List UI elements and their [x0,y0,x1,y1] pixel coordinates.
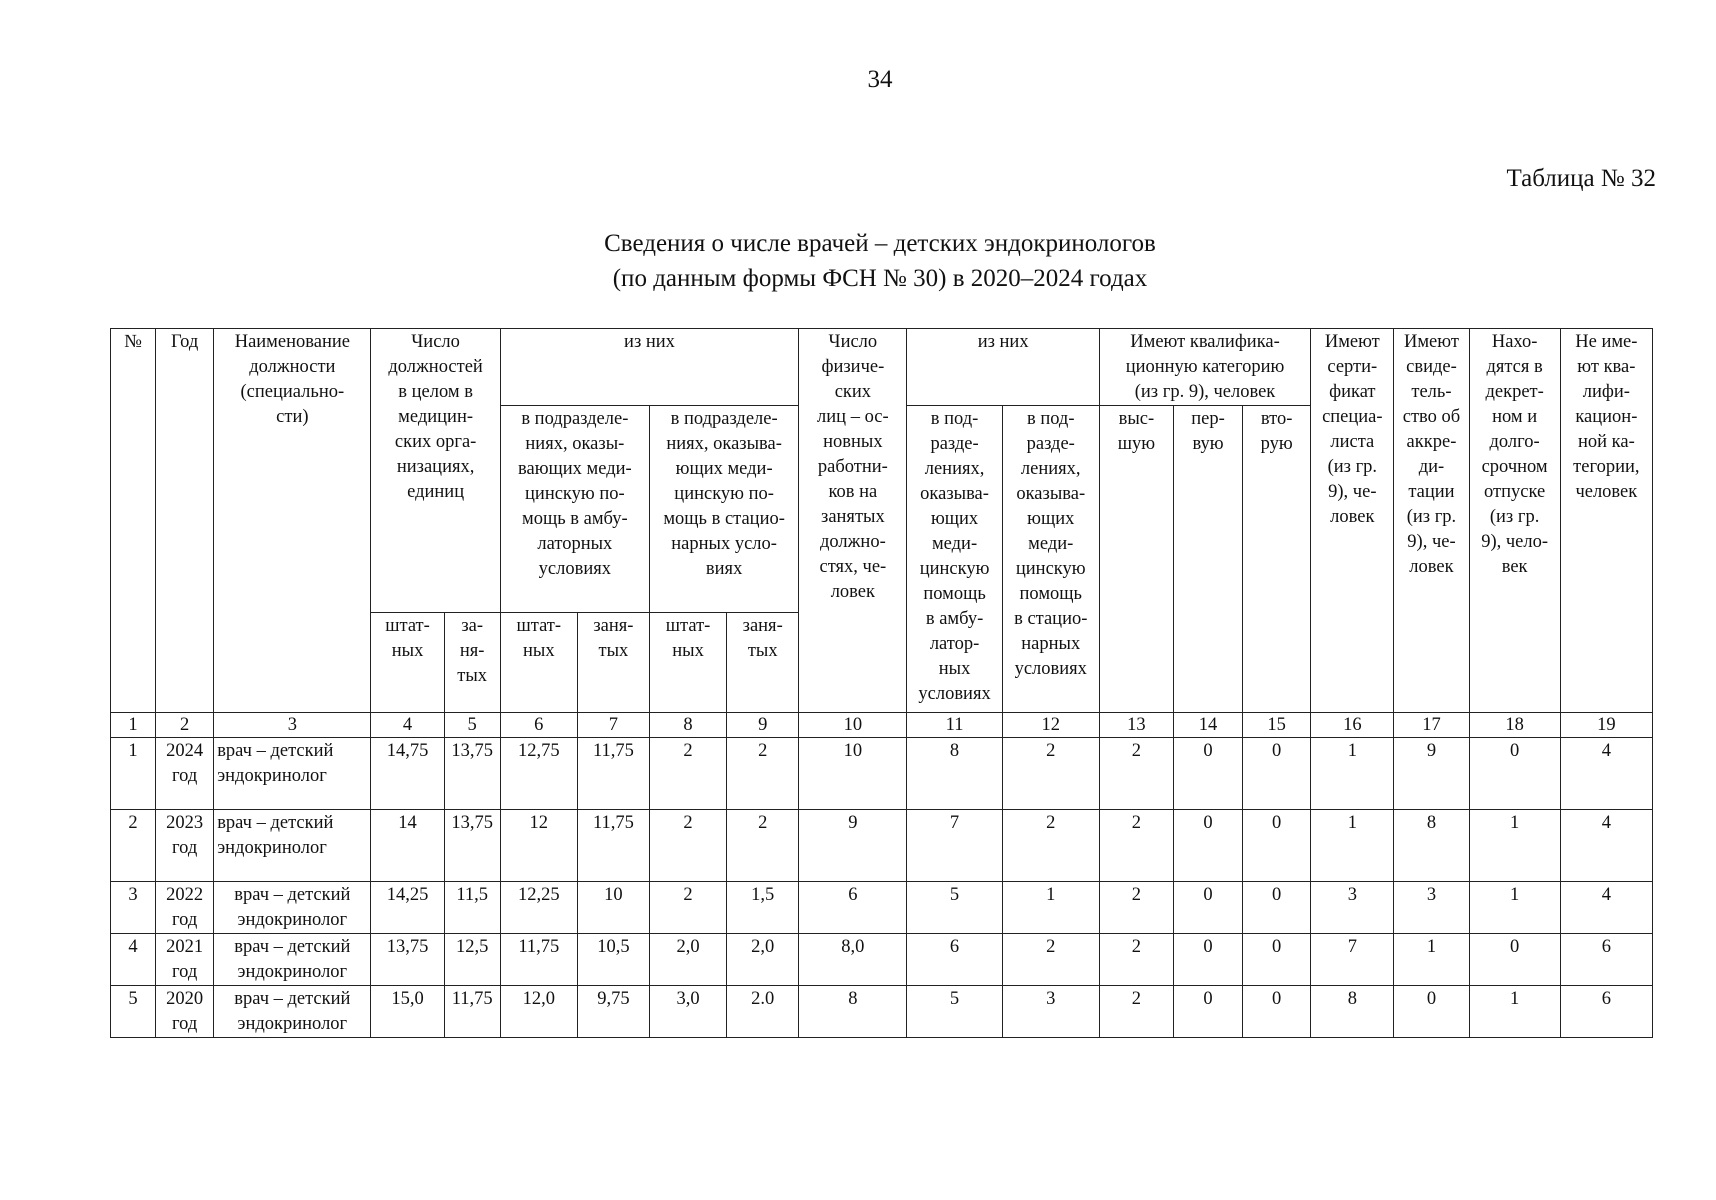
cell: 14,75 [371,738,444,810]
cell: 11,75 [577,738,649,810]
row-number: 1 [111,738,156,810]
title-line-2: (по данным формы ФСН № 30) в 2020–2024 годах [612,265,1148,292]
row-position: врач – детский эндокринолог [214,810,371,882]
doctors-table [110,328,1653,1038]
cell: 13,75 [444,738,500,810]
cell: 0 [1243,986,1311,1038]
row-number: 2 [111,810,156,882]
cell: 12 [500,810,577,882]
cell: 0 [1243,882,1311,934]
cell: 8 [1394,810,1469,882]
cell: 12,0 [500,986,577,1038]
cell: 5 [907,882,1002,934]
cell: 3 [1002,986,1099,1038]
header-ambulatory-persons: в под- разде- лениях, оказыва- ющих меди- цинскую помощь в амбу- латор- ных условиях [907,406,1002,713]
cell: 3,0 [649,986,726,1038]
cell: 4 [1560,738,1652,810]
cell: 6 [799,882,907,934]
row-position: врач – детский эндокринолог [214,986,371,1038]
col-num: 3 [214,713,371,738]
header-accreditation: Имеют свиде- тель- ство об аккре- ди- тации (из гр. 9), че- ловек [1394,329,1469,713]
col-num: 1 [111,713,156,738]
cell: 6 [1560,986,1652,1038]
cell: 2 [1099,986,1173,1038]
table-row [111,934,1653,986]
cell: 1 [1394,934,1469,986]
title-line-1: Сведения о числе врачей – детских эндокринологов [604,230,1156,257]
cell: 2 [1099,882,1173,934]
cell: 0 [1173,738,1242,810]
col-num: 19 [1560,713,1652,738]
col-num: 14 [1173,713,1242,738]
col-num: 9 [727,713,799,738]
cell: 14 [371,810,444,882]
cell: 0 [1173,934,1242,986]
cell: 6 [1560,934,1652,986]
header-second: вто- рую [1243,406,1311,713]
cell: 10 [577,882,649,934]
cell: 2 [1099,738,1173,810]
cell: 3 [1311,882,1394,934]
header-first: пер- вую [1173,406,1242,713]
header-of-them-2: из них [907,329,1099,406]
cell: 0 [1243,738,1311,810]
row-year: 2020 год [156,986,214,1038]
table-label: Таблица № 32 [1506,165,1656,192]
header-occupied-5: за- ня- тых [444,613,500,713]
cell: 5 [907,986,1002,1038]
cell: 0 [1173,810,1242,882]
header-position: Наименование должности (специально- сти) [214,329,371,713]
col-num: 15 [1243,713,1311,738]
cell: 6 [907,934,1002,986]
row-year: 2023 год [156,810,214,882]
cell: 2 [649,810,726,882]
cell: 10,5 [577,934,649,986]
header-qualification: Имеют квалифика- ционную категорию (из гр. 9), человек [1099,329,1310,406]
cell: 1 [1311,738,1394,810]
table-row [111,738,1653,810]
cell: 9 [1394,738,1469,810]
col-num: 18 [1469,713,1560,738]
header-ambulatory-posts: в подразделе- ниях, оказы- вающих меди- цинскую по- мощь в амбу- латорных условиях [500,406,649,613]
cell: 8 [799,986,907,1038]
header-inpatient-posts: в подразделе- ниях, оказыва- ющих меди- цинскую по- мощь в стацио- нарных усло- виях [649,406,798,613]
header-occupied-7: заня- тых [577,613,649,713]
cell: 13,75 [371,934,444,986]
col-num: 16 [1311,713,1394,738]
header-maternity: Нахо- дятся в декрет- ном и долго- срочном отпуске (из гр. 9), чело- век [1469,329,1560,713]
cell: 2 [1002,810,1099,882]
cell: 0 [1243,810,1311,882]
row-number: 5 [111,986,156,1038]
cell: 12,75 [500,738,577,810]
cell: 1 [1469,810,1560,882]
row-position: врач – детский эндокринолог [214,934,371,986]
cell: 2 [1002,738,1099,810]
cell: 2 [1099,934,1173,986]
cell: 8,0 [799,934,907,986]
col-num: 4 [371,713,444,738]
header-physical-persons: Число физиче- ских лиц – ос- новных работни- ков на занятых должно- стях, че- ловек [799,329,907,713]
header-no-qualification: Не име- ют ква- лифи- кацион- ной ка- тегории, человек [1560,329,1652,713]
cell: 10 [799,738,907,810]
header-certificate: Имеют серти- фикат специа- листа (из гр. 9), че- ловек [1311,329,1394,713]
cell: 0 [1394,986,1469,1038]
header-of-them-1: из них [500,329,799,406]
cell: 1,5 [727,882,799,934]
row-year: 2024 год [156,738,214,810]
col-num: 7 [577,713,649,738]
col-num: 11 [907,713,1002,738]
cell: 0 [1243,934,1311,986]
col-num: 10 [799,713,907,738]
cell: 2,0 [649,934,726,986]
cell: 12,5 [444,934,500,986]
cell: 0 [1173,986,1242,1038]
header-highest: выс- шую [1099,406,1173,713]
cell: 11,75 [444,986,500,1038]
header-year: Год [156,329,214,713]
cell: 9 [799,810,907,882]
cell: 7 [1311,934,1394,986]
cell: 11,75 [577,810,649,882]
cell: 4 [1560,810,1652,882]
cell: 4 [1560,882,1652,934]
cell: 1 [1469,986,1560,1038]
cell: 0 [1173,882,1242,934]
cell: 2 [1002,934,1099,986]
row-position: врач – детский эндокринолог [214,738,371,810]
cell: 1 [1311,810,1394,882]
table-row [111,810,1653,882]
header-staff-4: штат- ных [371,613,444,713]
cell: 2,0 [727,934,799,986]
col-num: 17 [1394,713,1469,738]
cell: 0 [1469,934,1560,986]
row-position: врач – детский эндокринолог [214,882,371,934]
row-year: 2021 год [156,934,214,986]
cell: 12,25 [500,882,577,934]
row-number: 4 [111,934,156,986]
row-year: 2022 год [156,882,214,934]
cell: 9,75 [577,986,649,1038]
cell: 1 [1002,882,1099,934]
cell: 14,25 [371,882,444,934]
col-num: 8 [649,713,726,738]
col-num: 6 [500,713,577,738]
table-row [111,882,1653,934]
cell: 2 [649,882,726,934]
row-number: 3 [111,882,156,934]
header-row-1 [111,329,1653,406]
cell: 2.0 [727,986,799,1038]
cell: 13,75 [444,810,500,882]
table-row [111,986,1653,1038]
cell: 2 [1099,810,1173,882]
cell: 11,5 [444,882,500,934]
col-num: 13 [1099,713,1173,738]
column-numbers-row [111,713,1653,738]
header-inpatient-persons: в под- разде- лениях, оказыва- ющих меди- цинскую помощь в стацио- нарных условиях [1002,406,1099,713]
cell: 2 [649,738,726,810]
cell: 8 [907,738,1002,810]
cell: 2 [727,810,799,882]
header-posts-total: Число должностей в целом в медицин- ских орга- низациях, единиц [371,329,500,613]
header-staff-8: штат- ных [649,613,726,713]
cell: 3 [1394,882,1469,934]
col-num: 5 [444,713,500,738]
header-occupied-9: заня- тых [727,613,799,713]
cell: 7 [907,810,1002,882]
header-staff-6: штат- ных [500,613,577,713]
page-number: 34 [867,66,893,93]
cell: 2 [727,738,799,810]
cell: 11,75 [500,934,577,986]
cell: 1 [1469,882,1560,934]
cell: 8 [1311,986,1394,1038]
col-num: 12 [1002,713,1099,738]
cell: 15,0 [371,986,444,1038]
header-no: № [111,329,156,713]
col-num: 2 [156,713,214,738]
cell: 0 [1469,738,1560,810]
table-title [0,226,1716,296]
